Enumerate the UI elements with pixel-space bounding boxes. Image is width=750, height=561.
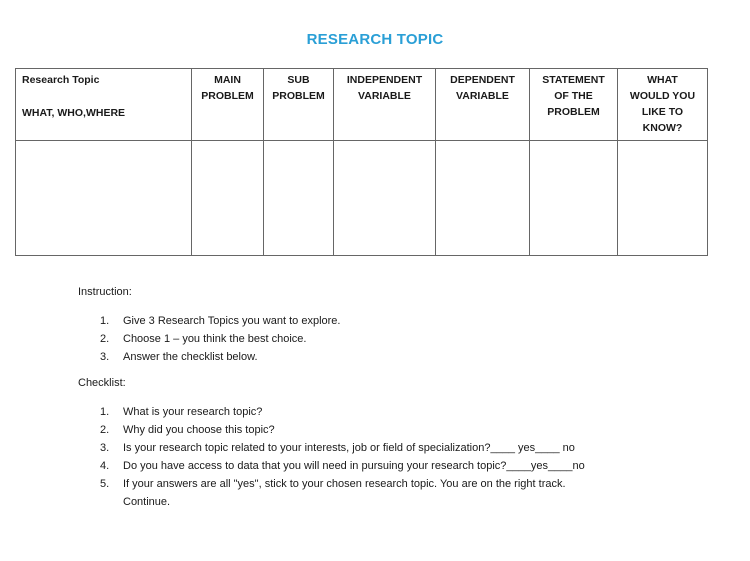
- header-line: OF THE: [554, 90, 593, 102]
- header-line: WOULD YOU: [629, 90, 696, 102]
- list-number: 3.: [100, 351, 110, 363]
- cell-main-problem[interactable]: [192, 141, 264, 256]
- list-number: 1.: [100, 406, 110, 418]
- research-topic-table: [15, 68, 708, 256]
- list-item: [100, 475, 585, 511]
- cell-research-topic[interactable]: [16, 141, 192, 256]
- list-text: What is your research topic?: [123, 406, 263, 418]
- header-statement-of-problem: [530, 69, 618, 141]
- header-main-problem: [192, 69, 264, 141]
- cell-sub-problem[interactable]: [264, 141, 334, 256]
- header-subtitle: WHAT, WHO,WHERE: [22, 107, 126, 119]
- list-number: 3.: [100, 442, 110, 454]
- header-line: SUB: [287, 74, 310, 86]
- list-item: [100, 403, 585, 421]
- list-text: Why did you choose this topic?: [123, 424, 275, 436]
- list-item: [100, 330, 340, 348]
- list-text: Do you have access to data that you will need in pursuing your research topic?____yes____no: [123, 460, 585, 472]
- list-item: [100, 439, 585, 457]
- header-what-would-you-like-to-know: [618, 69, 708, 141]
- checklist-label: Checklist:: [78, 377, 126, 389]
- instruction-label: Instruction:: [78, 286, 132, 298]
- header-line: WHAT: [647, 74, 678, 86]
- header-dependent-variable: [436, 69, 530, 141]
- list-text-continued: Continue.: [123, 496, 171, 508]
- header-sub-problem: [264, 69, 334, 141]
- list-text: Answer the checklist below.: [123, 351, 258, 363]
- header-line: PROBLEM: [272, 90, 325, 102]
- page-title: RESEARCH TOPIC: [306, 31, 444, 48]
- header-line: PROBLEM: [201, 90, 254, 102]
- header-independent-variable: [334, 69, 436, 141]
- header-line: INDEPENDENT: [346, 74, 423, 86]
- list-item: [100, 348, 340, 366]
- list-number: 5.: [100, 478, 110, 490]
- list-text: Give 3 Research Topics you want to explore.: [123, 315, 341, 327]
- list-number: 2.: [100, 424, 110, 436]
- list-item: [100, 421, 585, 439]
- list-number: 4.: [100, 460, 110, 472]
- header-line: PROBLEM: [547, 106, 600, 118]
- header-research-topic: [16, 69, 192, 141]
- list-number: 1.: [100, 315, 110, 327]
- list-text: Choose 1 – you think the best choice.: [123, 333, 307, 345]
- list-number: 2.: [100, 333, 110, 345]
- cell-what-would-you-like-to-know[interactable]: [618, 141, 708, 256]
- list-item: [100, 312, 340, 330]
- header-line: VARIABLE: [358, 90, 411, 102]
- list-item: [100, 457, 585, 475]
- header-line: STATEMENT: [542, 74, 605, 86]
- list-text: Is your research topic related to your interests, job or field of specialization?____ yes____ no: [123, 442, 575, 454]
- cell-statement-of-problem[interactable]: [530, 141, 618, 256]
- checklist-list: [100, 403, 585, 511]
- header-line: MAIN: [214, 74, 241, 86]
- table-row: [16, 141, 708, 256]
- instruction-list: [100, 312, 340, 366]
- header-line: KNOW?: [642, 122, 683, 134]
- cell-dependent-variable[interactable]: [436, 141, 530, 256]
- header-line: VARIABLE: [456, 90, 509, 102]
- cell-independent-variable[interactable]: [334, 141, 436, 256]
- header-line: Research Topic: [22, 74, 100, 86]
- header-line: DEPENDENT: [450, 74, 515, 86]
- table-header-row: [16, 69, 708, 141]
- header-line: LIKE TO: [641, 106, 684, 118]
- list-text: If your answers are all "yes", stick to your chosen research topic. You are on the right track.: [123, 478, 566, 490]
